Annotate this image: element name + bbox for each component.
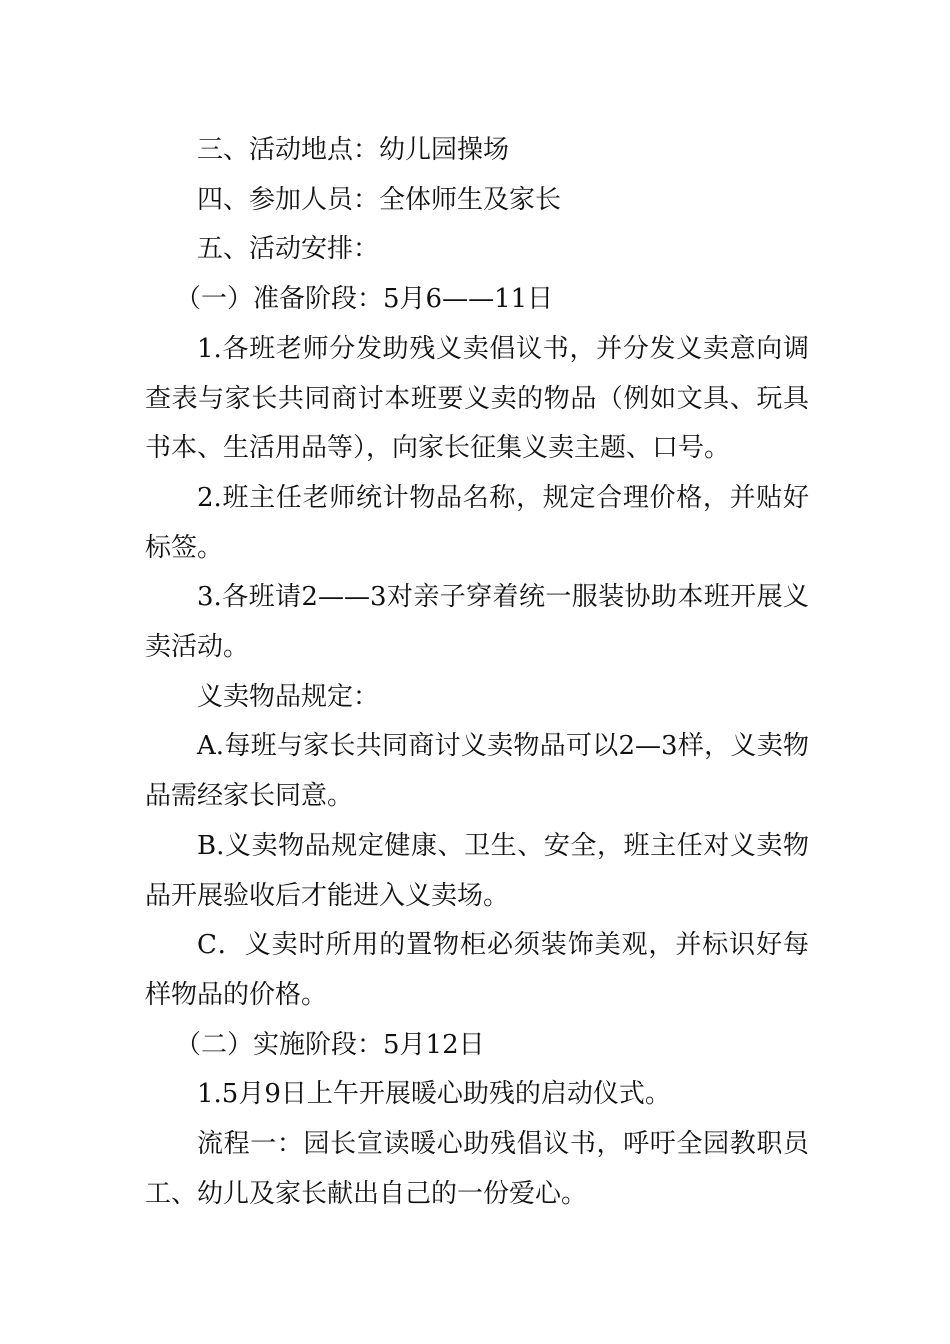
paragraph-location: 三、活动地点：幼儿园操场 xyxy=(197,135,510,165)
paragraph-rule-a: A.每班与家长共同商讨义卖物品可以2—3样，义卖物品需经家长同意。 xyxy=(145,731,809,812)
paragraph-schedule-heading: 五、活动安排： xyxy=(197,234,380,265)
paragraph-rule-c: C．义卖时所用的置物柜必须装饰美观，并标识好每样物品的价格。 xyxy=(145,930,809,1010)
paragraph-preparation-stage: （一）准备阶段：5月6——11日 xyxy=(175,284,554,315)
paragraph-rule-b: B.义卖物品规定健康、卫生、安全，班主任对义卖物品开展验收后才能进入义卖场。 xyxy=(145,830,809,911)
paragraph-prep-item-1: 1.各班老师分发助残义卖倡议书，并分发义卖意向调查表与家长共同商讨本班要义卖的物品（例如文具、玩具书本、生活用品等），向家长征集义卖主题、口号。 xyxy=(145,333,809,464)
paragraph-prep-item-3: 3.各班请2——3对亲子穿着统一服装协助本班开展义卖活动。 xyxy=(145,582,809,663)
paragraph-implementation-stage: （二）实施阶段：5月12日 xyxy=(175,1029,485,1060)
paragraph-prep-item-2: 2.班主任老师统计物品名称，规定合理价格，并贴好标签。 xyxy=(145,482,809,563)
paragraph-participants: 四、参加人员：全体师生及家长 xyxy=(197,184,562,215)
document-body xyxy=(145,126,809,1219)
paragraph-impl-item-1: 1.5月9日上午开展暖心助残的启动仪式。 xyxy=(197,1079,671,1110)
paragraph-process-1: 流程一：园长宣读暖心助残倡议书，呼吁全园教职员工、幼儿及家长献出自己的一份爱心。 xyxy=(145,1129,809,1209)
paragraph-item-rules-heading: 义卖物品规定： xyxy=(197,681,380,712)
